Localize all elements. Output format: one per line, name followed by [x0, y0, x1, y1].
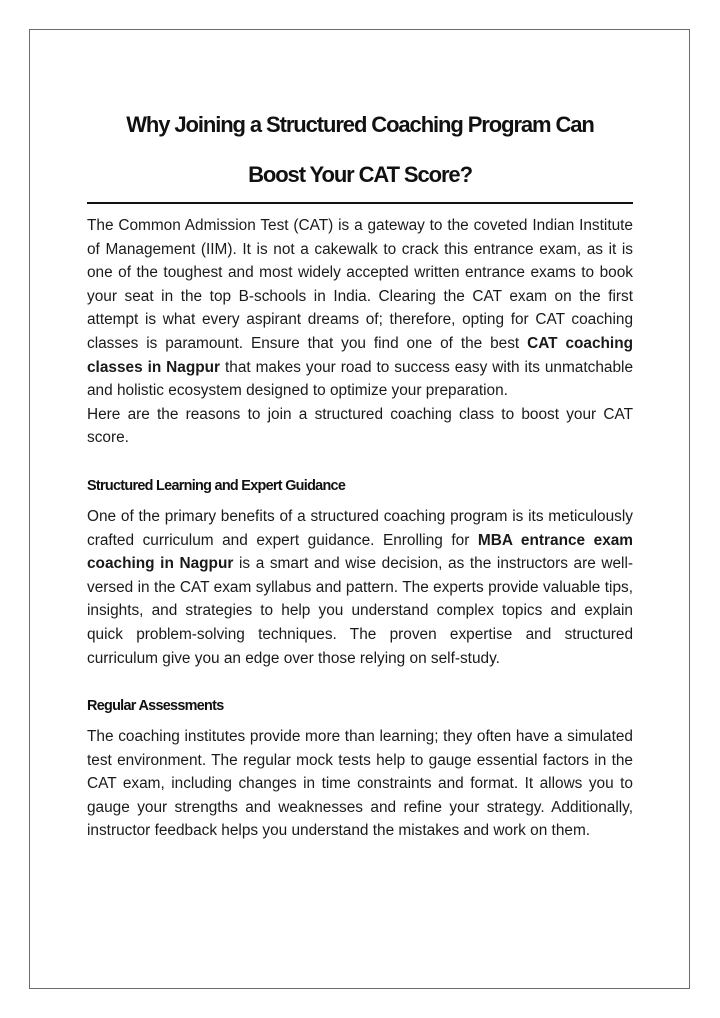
reasons-intro-paragraph: Here are the reasons to join a structured coaching class to boost your CAT score. [87, 405, 633, 447]
structured-learning-text-end: is a smart and wise decision, as the instructors are well-versed in the CAT exam syllabus and pattern. The experts provide valuable tips, insights, and strategies to help you understand complex topics and explain quick problem-solving techniques. The proven expertise and structured curriculum give you an edge over those relying on self-study. [87, 555, 634, 667]
document-body [87, 100, 633, 843]
structured-learning-paragraph [87, 505, 633, 670]
cat-coaching-nagpur-phrase: CAT coaching classes in Nagpur [87, 334, 634, 376]
section-heading-regular-assessments: Regular Assessments [87, 698, 224, 715]
title-line-2: Boost Your CAT Score? [248, 162, 472, 187]
title-line-1: Why Joining a Structured Coaching Program Can [126, 112, 594, 137]
intro-paragraph [87, 214, 633, 403]
structured-learning-text-start: One of the primary benefits of a structured coaching program is its meticulously crafted curriculum and expert guidance. Enrolling for [87, 507, 633, 549]
intro-text-start: The Common Admission Test (CAT) is a gateway to the coveted Indian Institute of Management (IIM). It is not a cakewalk to crack this entrance exam, as it is one of the toughest and most widely accepted written entrance exams to book your seat in the top B-schools in India. Clearing the CAT exam on the first attempt is what every aspirant dreams of; therefore, opting for CAT coaching classes is paramount. Ensure that you find one of the best [87, 217, 633, 352]
document-title [87, 100, 633, 200]
regular-assessments-paragraph: The coaching institutes provide more than learning; they often have a simulated test environment. The regular mock tests help to gauge essential factors in the CAT exam, including changes in time constraints and format. It allows you to gauge your strengths and weaknesses and refine your strategy. Additionally, instructor feedback helps you understand the mistakes and work on them. [87, 728, 633, 840]
mba-coaching-nagpur-phrase: MBA entrance exam coaching in Nagpur [87, 531, 633, 573]
section-heading-structured-learning: Structured Learning and Expert Guidance [87, 477, 346, 494]
title-underline [87, 202, 633, 204]
intro-text-end: that makes your road to success easy with its unmatchable and holistic ecosystem designed to optimize your preparation. [87, 358, 633, 400]
